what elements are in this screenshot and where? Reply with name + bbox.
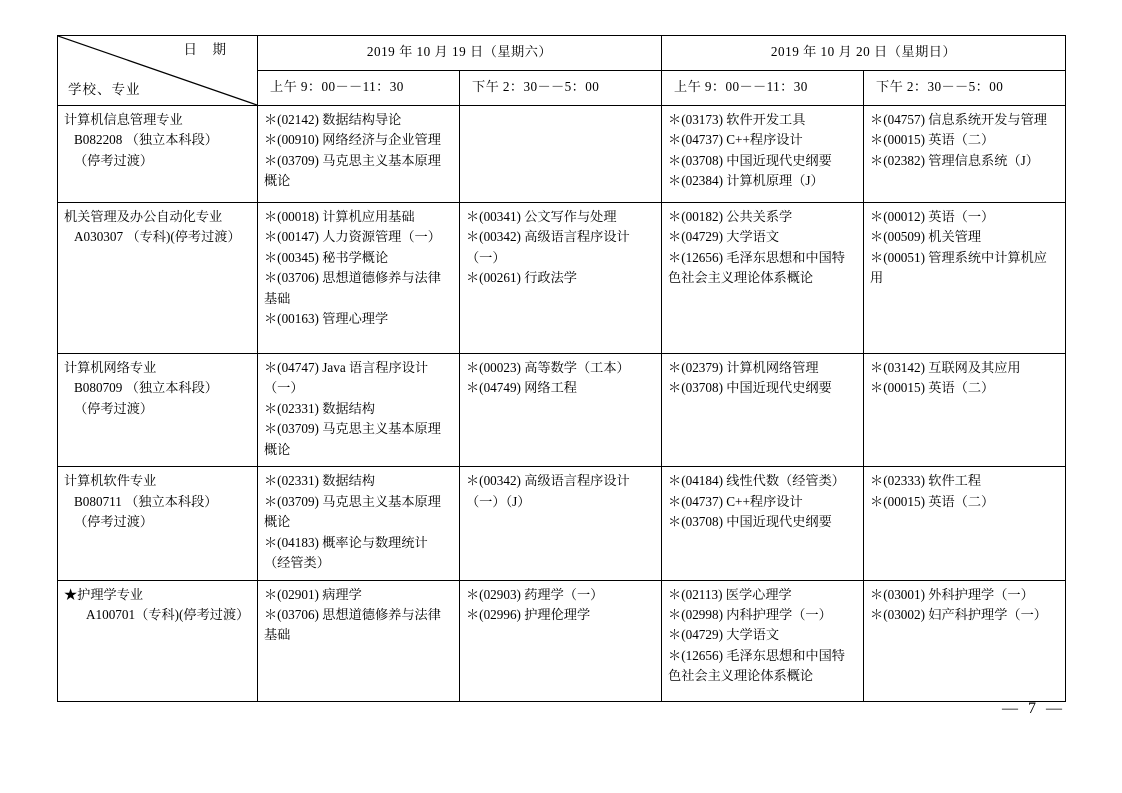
course-item: ＊(03706) 思想道德修养与法律基础 xyxy=(264,606,441,643)
course-item: ＊(00147) 人力资源管理（一） xyxy=(264,229,441,245)
course-cell xyxy=(258,106,460,203)
course-item: ＊(03002) 妇产科护理学（一） xyxy=(870,606,1047,622)
course-item: ＊(00345) 秘书学概论 xyxy=(264,249,389,265)
course-item: ＊(04729) 大学语文 xyxy=(668,229,780,245)
course-item: ＊(00051) 管理系统中计算机应用 xyxy=(870,249,1047,286)
course-item: ＊(04737) C++程序设计 xyxy=(668,132,803,148)
course-item: ＊(02384) 计算机原理（J） xyxy=(668,173,824,189)
course-item: ＊(02142) 数据结构导论 xyxy=(264,112,402,127)
school-note: （停考过渡） xyxy=(74,400,154,416)
course-item: ＊(02382) 管理信息系统（J） xyxy=(870,152,1039,168)
course-item: ＊(00163) 管理心理学 xyxy=(264,311,389,327)
course-cell xyxy=(258,203,460,354)
school-cell xyxy=(58,354,258,467)
course-item: ＊(02998) 内科护理学（一） xyxy=(668,606,832,622)
course-cell xyxy=(662,467,864,580)
course-item: ＊(03708) 中国近现代史纲要 xyxy=(668,152,832,168)
school-code: B080709 （独立本科段） xyxy=(74,380,218,396)
course-item: ＊(00018) 计算机应用基础 xyxy=(264,209,415,224)
course-item: ＊(00182) 公共关系学 xyxy=(668,209,793,224)
course-item: ＊(00015) 英语（二） xyxy=(870,493,995,509)
course-item: ＊(02333) 软件工程 xyxy=(870,473,982,489)
school-cell xyxy=(58,580,258,701)
course-cell xyxy=(460,467,662,580)
course-item: ＊(02903) 药理学（一） xyxy=(466,586,604,602)
course-item: ＊(04747) Java 语言程序设计（一） xyxy=(264,360,429,396)
course-item: ＊(04729) 大学语文 xyxy=(668,627,780,643)
course-item: ＊(02901) 病理学 xyxy=(264,586,362,602)
header-row-days xyxy=(58,36,1066,71)
table-row xyxy=(58,467,1066,580)
header-day-1: 2019 年 10 月 19 日（星期六） xyxy=(258,36,662,71)
course-item: ＊(12656) 毛泽东思想和中国特色社会主义理论体系概论 xyxy=(668,249,845,286)
course-cell xyxy=(864,354,1066,467)
course-cell xyxy=(662,354,864,467)
course-item: ＊(03708) 中国近现代史纲要 xyxy=(668,514,832,530)
course-item: ＊(03708) 中国近现代史纲要 xyxy=(668,380,832,396)
school-name: 机关管理及办公自动化专业 xyxy=(64,209,223,224)
header-time-4: 下午 2：30－－5：00 xyxy=(864,71,1066,106)
course-item: ＊(03142) 互联网及其应用 xyxy=(870,360,1021,375)
course-cell xyxy=(662,203,864,354)
school-note: （停考过渡） xyxy=(74,152,154,168)
course-item: ＊(00015) 英语（二） xyxy=(870,132,995,148)
course-item: ＊(04183) 概率论与数理统计（经管类） xyxy=(264,534,428,571)
school-cell xyxy=(58,203,258,354)
course-item: ＊(02113) 医学心理学 xyxy=(668,586,792,602)
school-name: 计算机信息管理专业 xyxy=(64,112,183,127)
course-item: ＊(00509) 机关管理 xyxy=(870,229,982,245)
table-body xyxy=(58,106,1066,702)
course-cell xyxy=(258,580,460,701)
course-cell xyxy=(258,354,460,467)
course-item: ＊(00341) 公文写作与处理 xyxy=(466,209,617,224)
course-item: ＊(03173) 软件开发工具 xyxy=(668,112,806,127)
header-date-label: 日 期 xyxy=(183,42,227,57)
course-item: ＊(04184) 线性代数（经管类） xyxy=(668,473,845,489)
header-time-1: 上午 9：00－－11：30 xyxy=(258,71,460,106)
table-row xyxy=(58,580,1066,701)
course-item: ＊(00023) 高等数学（工本） xyxy=(466,360,630,375)
course-item: ＊(03709) 马克思主义基本原理概论 xyxy=(264,421,441,457)
table-row xyxy=(58,203,1066,354)
course-item: ＊(00012) 英语（一） xyxy=(870,209,995,224)
course-item: ＊(00015) 英语（二） xyxy=(870,380,995,396)
course-item: ＊(03001) 外科护理学（一） xyxy=(870,586,1034,602)
header-school-label: 学校、专业 xyxy=(68,82,141,98)
course-item: ＊(00261) 行政法学 xyxy=(466,270,577,286)
school-code: A100701（专科)(停考过渡） xyxy=(86,606,250,622)
school-code: B080711 （独立本科段） xyxy=(74,493,218,509)
school-cell xyxy=(58,106,258,203)
school-cell xyxy=(58,467,258,580)
course-item: ＊(04757) 信息系统开发与管理 xyxy=(870,112,1047,127)
school-code: A030307 （专科)(停考过渡） xyxy=(74,229,241,245)
course-cell xyxy=(864,467,1066,580)
course-item: ＊(04737) C++程序设计 xyxy=(668,493,803,509)
course-item: ＊(02331) 数据结构 xyxy=(264,473,375,489)
course-cell xyxy=(864,203,1066,354)
school-code: B082208 （独立本科段） xyxy=(74,132,218,148)
course-cell xyxy=(258,467,460,580)
school-name: ★护理学专业 xyxy=(64,586,144,602)
course-cell xyxy=(460,203,662,354)
course-item: ＊(03709) 马克思主义基本原理概论 xyxy=(264,152,441,189)
course-cell xyxy=(662,106,864,203)
course-cell xyxy=(460,106,662,203)
page-number: — 7 — xyxy=(1002,700,1065,717)
course-item: ＊(00910) 网络经济与企业管理 xyxy=(264,132,441,148)
exam-schedule-table xyxy=(57,35,1066,702)
course-cell xyxy=(864,580,1066,701)
school-note: （停考过渡） xyxy=(74,514,154,530)
course-item: ＊(03709) 马克思主义基本原理概论 xyxy=(264,493,441,530)
header-corner-cell xyxy=(58,36,258,106)
header-day-2: 2019 年 10 月 20 日（星期日） xyxy=(662,36,1066,71)
table-row xyxy=(58,106,1066,203)
course-item: ＊(04749) 网络工程 xyxy=(466,380,577,396)
course-cell xyxy=(662,580,864,701)
table-row xyxy=(58,354,1066,467)
course-item: ＊(02996) 护理伦理学 xyxy=(466,606,591,622)
course-item: ＊(03706) 思想道德修养与法律基础 xyxy=(264,270,441,306)
course-cell xyxy=(460,354,662,467)
course-cell xyxy=(460,580,662,701)
header-time-3: 上午 9：00－－11：30 xyxy=(662,71,864,106)
table-header xyxy=(58,36,1066,106)
course-item: ＊(00342) 高级语言程序设计（一）（J） xyxy=(466,473,630,509)
school-name: 计算机网络专业 xyxy=(64,360,157,375)
course-item: ＊(02379) 计算机网络管理 xyxy=(668,360,819,375)
course-item: ＊(02331) 数据结构 xyxy=(264,400,375,416)
course-cell xyxy=(864,106,1066,203)
header-time-2: 下午 2：30－－5：00 xyxy=(460,71,662,106)
course-item: ＊(00342) 高级语言程序设计（一） xyxy=(466,229,630,265)
course-item: ＊(12656) 毛泽东思想和中国特色社会主义理论体系概论 xyxy=(668,647,845,684)
school-name: 计算机软件专业 xyxy=(64,473,157,489)
